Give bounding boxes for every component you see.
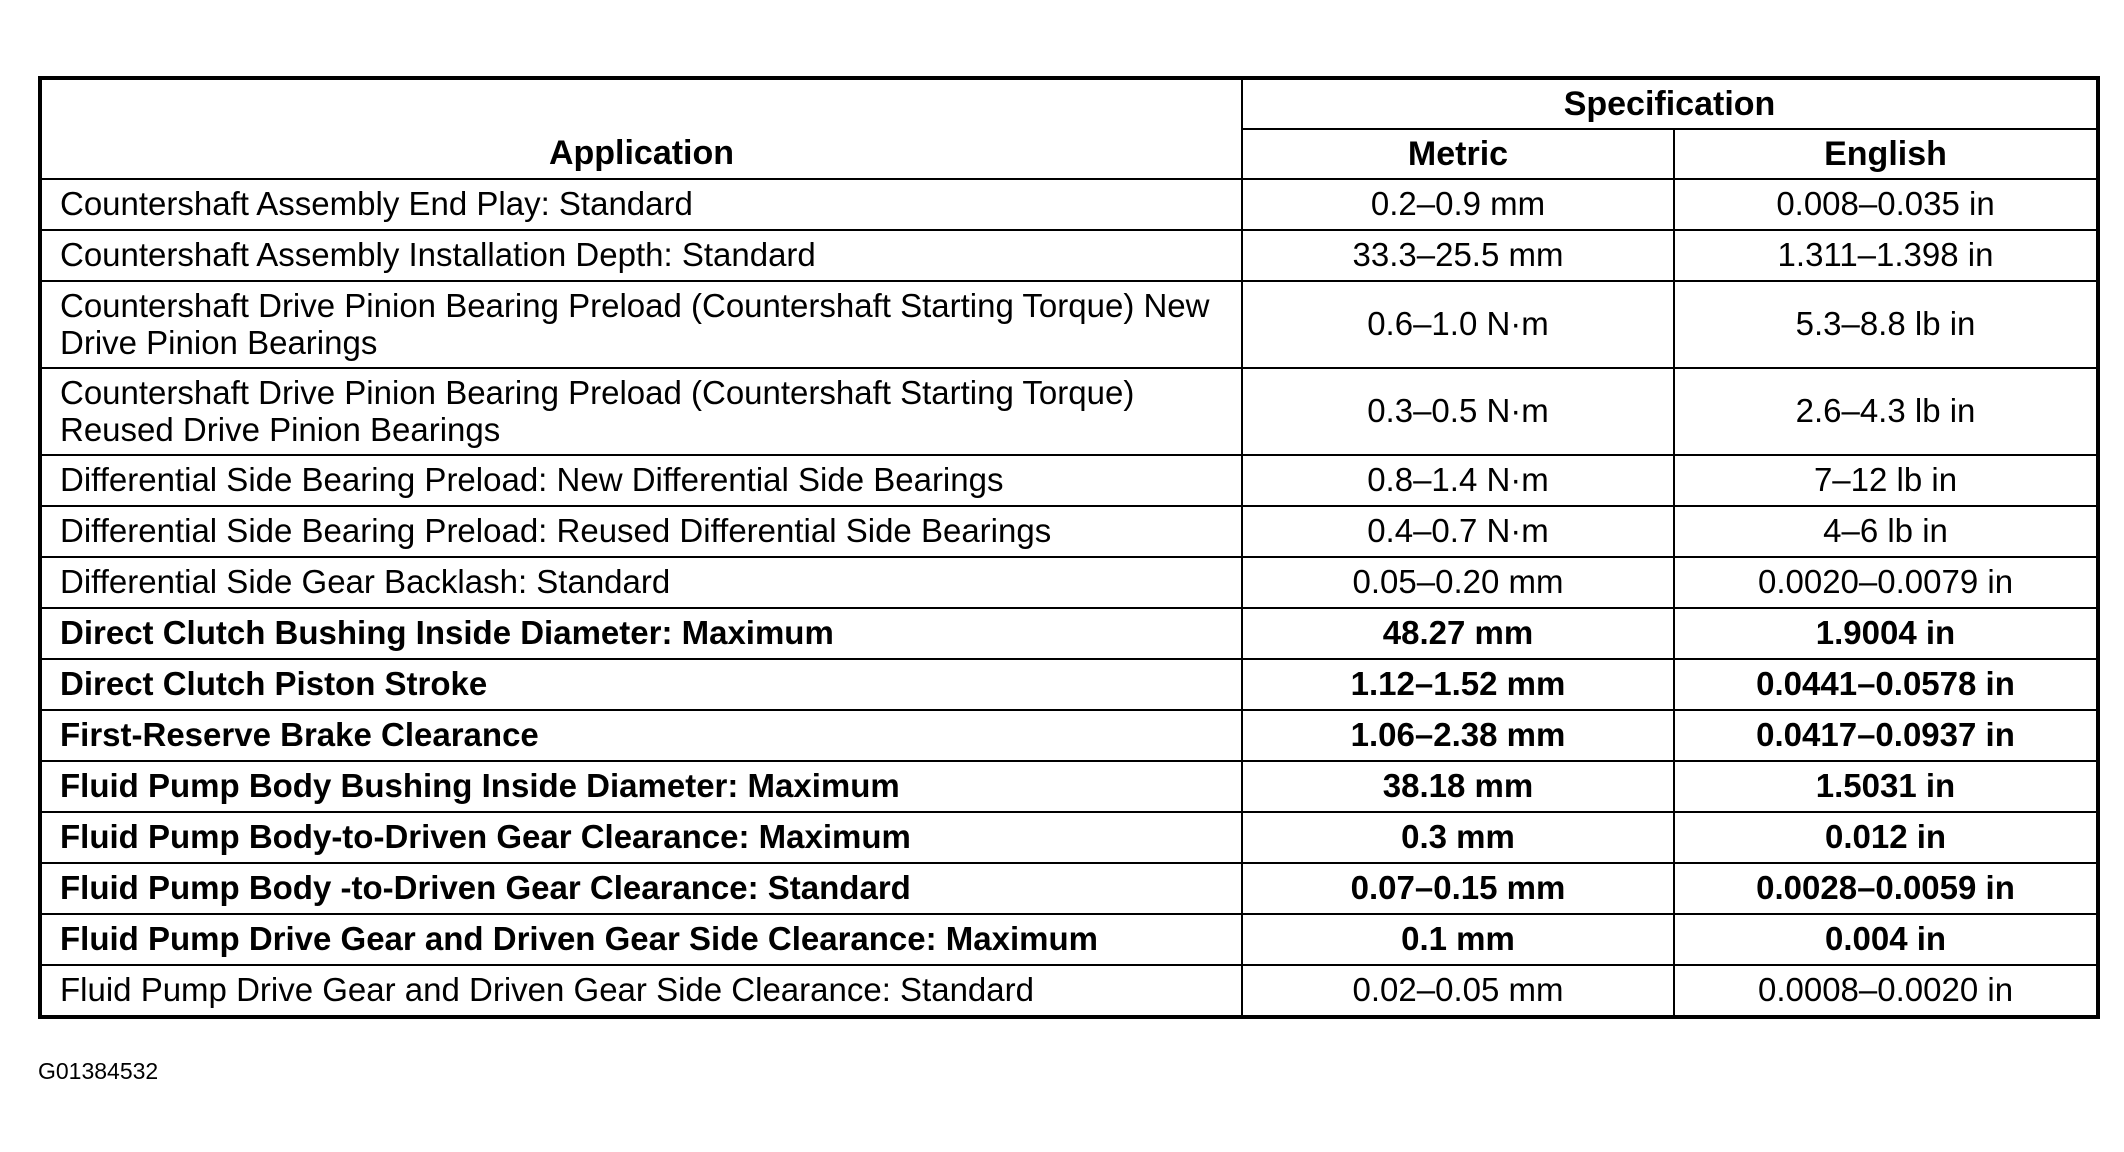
english-cell: 0.0417–0.0937 in — [1674, 710, 2098, 761]
english-cell: 0.004 in — [1674, 914, 2098, 965]
application-cell: Fluid Pump Drive Gear and Driven Gear Side Clearance: Maximum — [40, 914, 1242, 965]
application-cell: Fluid Pump Body-to-Driven Gear Clearance: Maximum — [40, 812, 1242, 863]
metric-cell: 0.05–0.20 mm — [1242, 557, 1674, 608]
english-cell: 0.0441–0.0578 in — [1674, 659, 2098, 710]
table-row — [40, 710, 2098, 761]
table-row — [40, 914, 2098, 965]
english-cell: 0.0028–0.0059 in — [1674, 863, 2098, 914]
table-row — [40, 368, 2098, 455]
metric-cell: 0.4–0.7 N·m — [1242, 506, 1674, 557]
application-header: Application — [40, 78, 1242, 179]
application-cell: Direct Clutch Bushing Inside Diameter: Maximum — [40, 608, 1242, 659]
english-cell: 1.311–1.398 in — [1674, 230, 2098, 281]
english-cell: 7–12 lb in — [1674, 455, 2098, 506]
table-row — [40, 863, 2098, 914]
metric-cell: 0.07–0.15 mm — [1242, 863, 1674, 914]
metric-cell: 0.6–1.0 N·m — [1242, 281, 1674, 368]
table-row — [40, 179, 2098, 230]
metric-cell: 0.8–1.4 N·m — [1242, 455, 1674, 506]
table-body — [40, 179, 2098, 1017]
application-cell: Countershaft Assembly Installation Depth: Standard — [40, 230, 1242, 281]
english-cell: 0.0008–0.0020 in — [1674, 965, 2098, 1017]
english-cell: 2.6–4.3 lb in — [1674, 368, 2098, 455]
application-cell: Countershaft Drive Pinion Bearing Preload (Countershaft Starting Torque) New Drive Pinion Bearings — [40, 281, 1242, 368]
table-row — [40, 608, 2098, 659]
english-cell: 1.5031 in — [1674, 761, 2098, 812]
english-cell: 0.0020–0.0079 in — [1674, 557, 2098, 608]
specification-table — [38, 76, 2100, 1019]
application-cell: Fluid Pump Body -to-Driven Gear Clearance: Standard — [40, 863, 1242, 914]
metric-cell: 0.2–0.9 mm — [1242, 179, 1674, 230]
metric-header: Metric — [1242, 129, 1674, 179]
table-row — [40, 506, 2098, 557]
table-row — [40, 557, 2098, 608]
table-row — [40, 659, 2098, 710]
application-cell: Differential Side Gear Backlash: Standard — [40, 557, 1242, 608]
metric-cell: 0.3 mm — [1242, 812, 1674, 863]
english-cell: 0.012 in — [1674, 812, 2098, 863]
figure-id: G01384532 — [38, 1058, 159, 1084]
metric-cell: 1.12–1.52 mm — [1242, 659, 1674, 710]
metric-cell: 0.02–0.05 mm — [1242, 965, 1674, 1017]
application-cell: First-Reserve Brake Clearance — [40, 710, 1242, 761]
english-cell: 0.008–0.035 in — [1674, 179, 2098, 230]
application-cell: Countershaft Drive Pinion Bearing Preload (Countershaft Starting Torque) Reused Drive Pinion Bearings — [40, 368, 1242, 455]
table-row — [40, 761, 2098, 812]
table-row — [40, 281, 2098, 368]
metric-cell: 0.1 mm — [1242, 914, 1674, 965]
english-header: English — [1674, 129, 2098, 179]
application-cell: Differential Side Bearing Preload: Reused Differential Side Bearings — [40, 506, 1242, 557]
table-row — [40, 812, 2098, 863]
specification-header: Specification — [1242, 78, 2098, 129]
application-cell: Direct Clutch Piston Stroke — [40, 659, 1242, 710]
metric-cell: 33.3–25.5 mm — [1242, 230, 1674, 281]
metric-cell: 48.27 mm — [1242, 608, 1674, 659]
table-row — [40, 965, 2098, 1017]
application-cell: Fluid Pump Drive Gear and Driven Gear Side Clearance: Standard — [40, 965, 1242, 1017]
metric-cell: 0.3–0.5 N·m — [1242, 368, 1674, 455]
table-row — [40, 455, 2098, 506]
application-cell: Differential Side Bearing Preload: New Differential Side Bearings — [40, 455, 1242, 506]
english-cell: 4–6 lb in — [1674, 506, 2098, 557]
english-cell: 5.3–8.8 lb in — [1674, 281, 2098, 368]
english-cell: 1.9004 in — [1674, 608, 2098, 659]
metric-cell: 1.06–2.38 mm — [1242, 710, 1674, 761]
application-cell: Fluid Pump Body Bushing Inside Diameter: Maximum — [40, 761, 1242, 812]
table-row — [40, 230, 2098, 281]
application-cell: Countershaft Assembly End Play: Standard — [40, 179, 1242, 230]
metric-cell: 38.18 mm — [1242, 761, 1674, 812]
